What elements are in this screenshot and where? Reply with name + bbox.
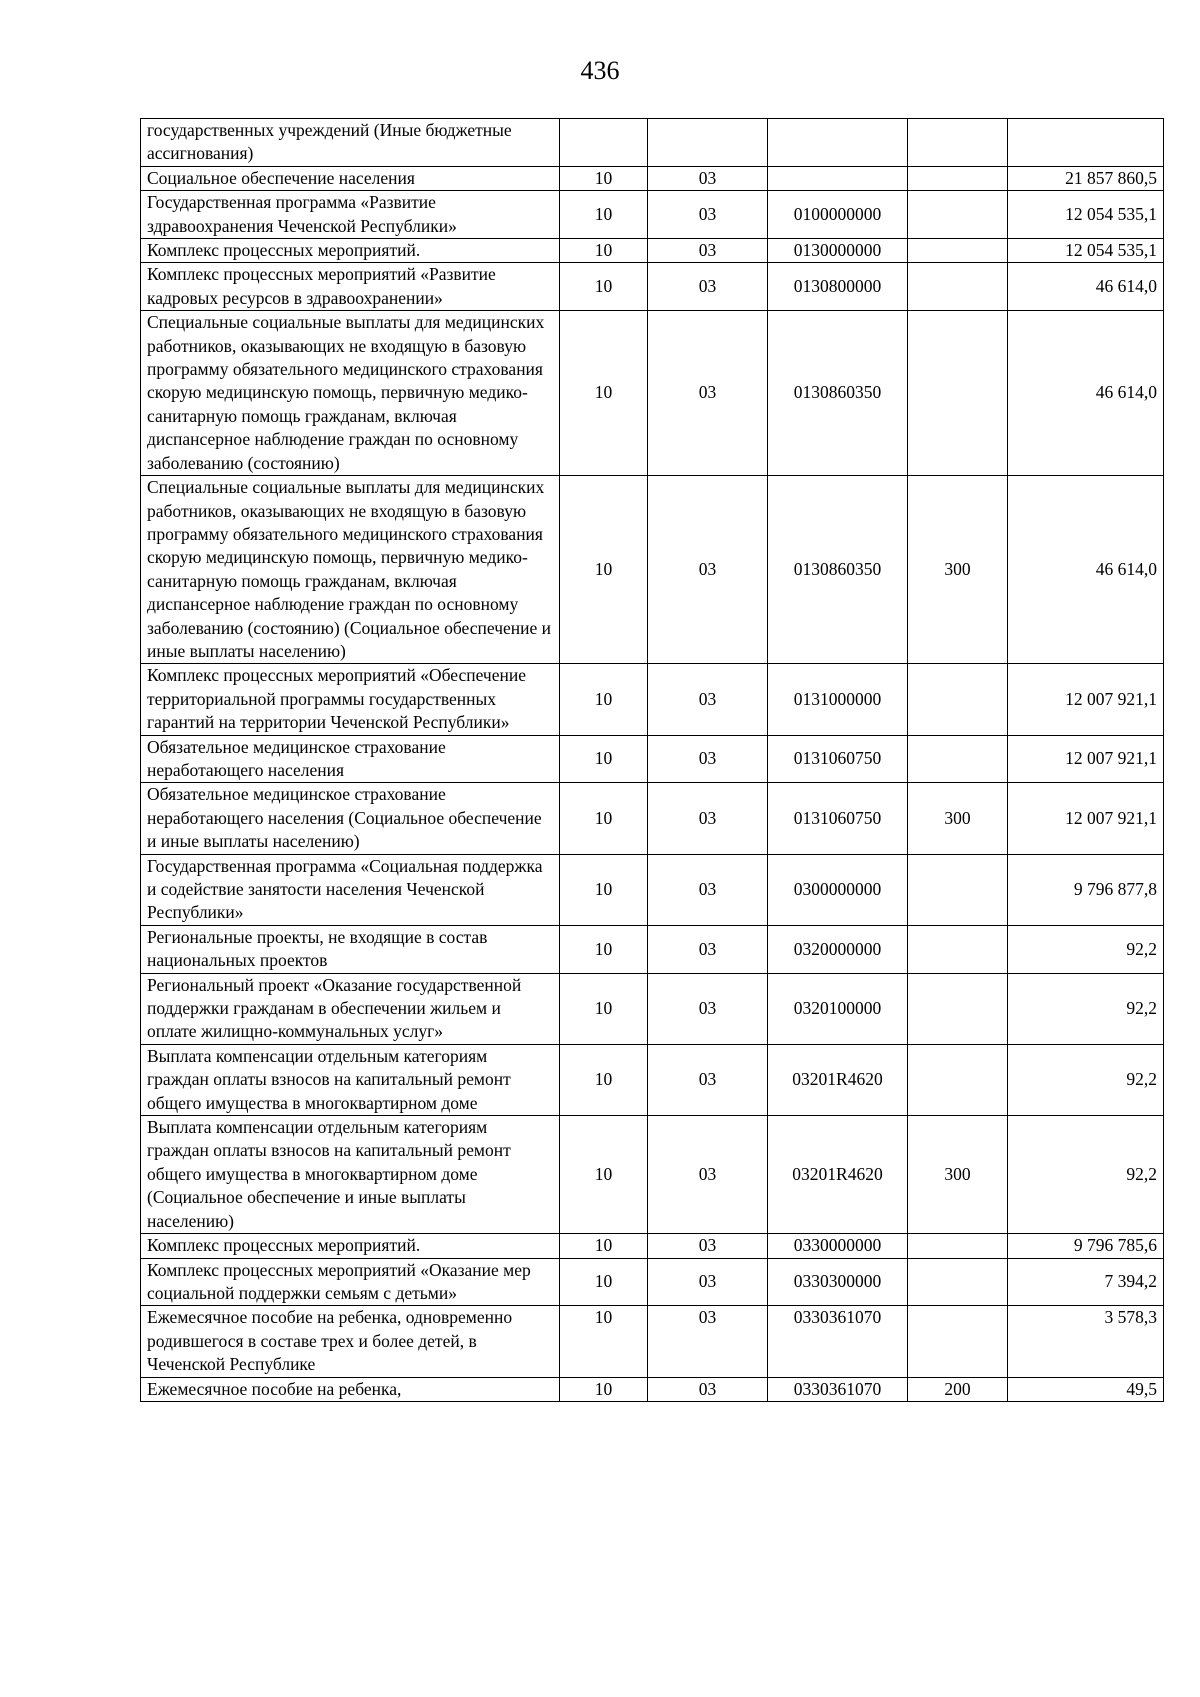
row-sum: 9 796 877,8 [1008, 854, 1164, 925]
row-sum: 46 614,0 [1008, 476, 1164, 664]
row-csr: 0330300000 [768, 1258, 908, 1306]
row-pr: 03 [648, 166, 768, 190]
row-vr [908, 854, 1008, 925]
row-pr: 03 [648, 664, 768, 735]
table-row [141, 664, 1164, 735]
row-csr: 0330000000 [768, 1234, 908, 1258]
row-vr [908, 239, 1008, 263]
row-rz: 10 [560, 1234, 648, 1258]
row-csr: 0130860350 [768, 476, 908, 664]
row-pr: 03 [648, 1306, 768, 1377]
row-vr [908, 1234, 1008, 1258]
row-pr: 03 [648, 1377, 768, 1401]
row-rz: 10 [560, 664, 648, 735]
row-sum: 46 614,0 [1008, 263, 1164, 311]
row-sum: 92,2 [1008, 1044, 1164, 1115]
row-name: Ежемесячное пособие на ребенка, [141, 1377, 560, 1401]
row-pr: 03 [648, 1044, 768, 1115]
row-sum: 46 614,0 [1008, 311, 1164, 476]
row-vr [908, 263, 1008, 311]
row-sum: 12 007 921,1 [1008, 664, 1164, 735]
row-csr: 0320100000 [768, 973, 908, 1044]
row-rz: 10 [560, 311, 648, 476]
row-pr: 03 [648, 191, 768, 239]
row-sum: 12 007 921,1 [1008, 783, 1164, 854]
row-pr: 03 [648, 311, 768, 476]
row-rz: 10 [560, 1306, 648, 1377]
row-csr: 0330361070 [768, 1377, 908, 1401]
row-pr: 03 [648, 263, 768, 311]
row-rz: 10 [560, 476, 648, 664]
table-row [141, 166, 1164, 190]
row-pr: 03 [648, 783, 768, 854]
row-vr [908, 664, 1008, 735]
row-pr: 03 [648, 1258, 768, 1306]
table-row [141, 783, 1164, 854]
row-rz: 10 [560, 1116, 648, 1234]
row-sum: 9 796 785,6 [1008, 1234, 1164, 1258]
row-csr [768, 119, 908, 167]
row-vr [908, 191, 1008, 239]
table-row [141, 1258, 1164, 1306]
row-csr: 03201R4620 [768, 1044, 908, 1115]
row-name: Комплекс процессных мероприятий «Обеспечение территориальной программы государственных гарантий на территории Чеченской Республики» [141, 664, 560, 735]
row-csr: 0320000000 [768, 925, 908, 973]
row-pr: 03 [648, 1234, 768, 1258]
row-rz: 10 [560, 191, 648, 239]
row-rz: 10 [560, 973, 648, 1044]
row-vr [908, 119, 1008, 167]
row-name: Обязательное медицинское страхование неработающего населения [141, 735, 560, 783]
row-name: Комплекс процессных мероприятий «Оказание мер социальной поддержки семьям с детьми» [141, 1258, 560, 1306]
budget-table [140, 118, 1164, 1402]
row-vr: 300 [908, 783, 1008, 854]
row-name: государственных учреждений (Иные бюджетные ассигнования) [141, 119, 560, 167]
row-sum: 92,2 [1008, 1116, 1164, 1234]
row-vr [908, 735, 1008, 783]
row-sum: 3 578,3 [1008, 1306, 1164, 1377]
row-csr: 0130860350 [768, 311, 908, 476]
row-sum: 92,2 [1008, 925, 1164, 973]
row-rz: 10 [560, 735, 648, 783]
row-name: Специальные социальные выплаты для медицинских работников, оказывающих не входящую в базовую программу обязательного медицинского страхования скорую медицинскую помощь, первичную медико-санитарную помощь гражданам, включая диспансерное наблюдение граждан по основному заболеванию (состоянию) [141, 311, 560, 476]
row-pr [648, 119, 768, 167]
row-vr: 200 [908, 1377, 1008, 1401]
row-name: Государственная программа «Развитие здравоохранения Чеченской Республики» [141, 191, 560, 239]
row-rz: 10 [560, 1377, 648, 1401]
row-pr: 03 [648, 973, 768, 1044]
row-name: Региональный проект «Оказание государственной поддержки гражданам в обеспечении жильем и оплате жилищно-коммунальных услуг» [141, 973, 560, 1044]
row-csr: 03201R4620 [768, 1116, 908, 1234]
row-csr: 0300000000 [768, 854, 908, 925]
row-sum: 21 857 860,5 [1008, 166, 1164, 190]
table-row [141, 476, 1164, 664]
table-row [141, 239, 1164, 263]
row-rz: 10 [560, 166, 648, 190]
row-name: Социальное обеспечение населения [141, 166, 560, 190]
row-csr: 0130800000 [768, 263, 908, 311]
table-row [141, 1234, 1164, 1258]
table-row [141, 1044, 1164, 1115]
table-row [141, 119, 1164, 167]
row-name: Выплата компенсации отдельным категориям граждан оплаты взносов на капитальный ремонт общего имущества в многоквартирном доме (Социальное обеспечение и иные выплаты населению) [141, 1116, 560, 1234]
row-rz: 10 [560, 1044, 648, 1115]
row-rz: 10 [560, 263, 648, 311]
row-vr: 300 [908, 1116, 1008, 1234]
table-row [141, 925, 1164, 973]
row-vr [908, 166, 1008, 190]
row-sum: 12 054 535,1 [1008, 239, 1164, 263]
row-pr: 03 [648, 925, 768, 973]
row-pr: 03 [648, 476, 768, 664]
row-csr: 0131060750 [768, 783, 908, 854]
table-row [141, 1306, 1164, 1377]
table-row [141, 973, 1164, 1044]
row-csr: 0131060750 [768, 735, 908, 783]
table-row [141, 854, 1164, 925]
row-csr: 0130000000 [768, 239, 908, 263]
row-vr [908, 973, 1008, 1044]
row-rz: 10 [560, 239, 648, 263]
table-row [141, 735, 1164, 783]
row-rz: 10 [560, 1258, 648, 1306]
row-vr [908, 1258, 1008, 1306]
row-csr: 0131000000 [768, 664, 908, 735]
row-sum: 7 394,2 [1008, 1258, 1164, 1306]
row-sum: 49,5 [1008, 1377, 1164, 1401]
row-csr: 0330361070 [768, 1306, 908, 1377]
row-pr: 03 [648, 239, 768, 263]
row-name: Комплекс процессных мероприятий. [141, 1234, 560, 1258]
row-rz [560, 119, 648, 167]
row-pr: 03 [648, 735, 768, 783]
row-name: Комплекс процессных мероприятий. [141, 239, 560, 263]
table-row [141, 1116, 1164, 1234]
row-vr [908, 1306, 1008, 1377]
row-rz: 10 [560, 925, 648, 973]
table-row [141, 191, 1164, 239]
row-vr [908, 1044, 1008, 1115]
row-name: Комплекс процессных мероприятий «Развитие кадровых ресурсов в здравоохранении» [141, 263, 560, 311]
row-name: Ежемесячное пособие на ребенка, одновременно родившегося в составе трех и более детей, в Чеченской Республике [141, 1306, 560, 1377]
row-name: Государственная программа «Социальная поддержка и содействие занятости населения Чеченской Республики» [141, 854, 560, 925]
row-name: Обязательное медицинское страхование неработающего населения (Социальное обеспечение и иные выплаты населению) [141, 783, 560, 854]
row-sum: 92,2 [1008, 973, 1164, 1044]
table-row [141, 263, 1164, 311]
row-name: Специальные социальные выплаты для медицинских работников, оказывающих не входящую в базовую программу обязательного медицинского страхования скорую медицинскую помощь, первичную медико-санитарную помощь гражданам, включая диспансерное наблюдение граждан по основному заболеванию (состоянию) (Социальное обеспечение и иные выплаты населению) [141, 476, 560, 664]
row-csr: 0100000000 [768, 191, 908, 239]
row-sum: 12 007 921,1 [1008, 735, 1164, 783]
row-rz: 10 [560, 854, 648, 925]
row-vr: 300 [908, 476, 1008, 664]
table-row [141, 1377, 1164, 1401]
row-name: Выплата компенсации отдельным категориям граждан оплаты взносов на капитальный ремонт общего имущества в многоквартирном доме [141, 1044, 560, 1115]
row-vr [908, 311, 1008, 476]
row-name: Региональные проекты, не входящие в состав национальных проектов [141, 925, 560, 973]
row-sum: 12 054 535,1 [1008, 191, 1164, 239]
row-sum [1008, 119, 1164, 167]
page-number: 436 [580, 56, 620, 85]
row-csr [768, 166, 908, 190]
budget-table-body [141, 119, 1164, 1402]
table-row [141, 311, 1164, 476]
row-rz: 10 [560, 783, 648, 854]
row-pr: 03 [648, 1116, 768, 1234]
row-vr [908, 925, 1008, 973]
row-pr: 03 [648, 854, 768, 925]
